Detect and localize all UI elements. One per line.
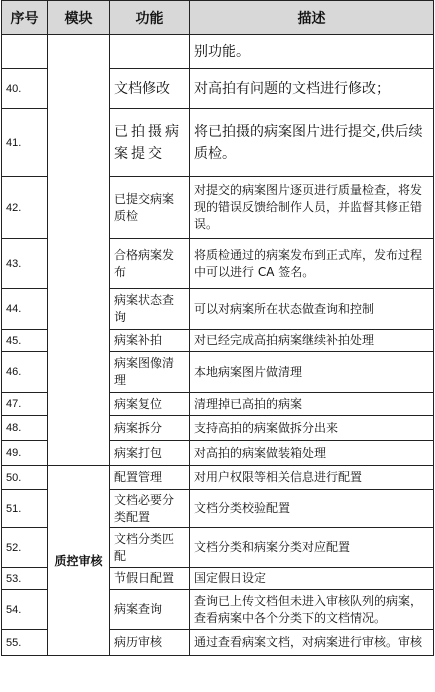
row-seq: 44. <box>2 289 48 330</box>
row-desc: 清理掉已高拍的病案 <box>190 393 434 416</box>
row-seq: 53. <box>2 568 48 590</box>
row-func: 已提交病案质检 <box>110 177 190 239</box>
row-seq: 45. <box>2 330 48 352</box>
row-desc: 将已拍摄的病案图片进行提交,供后续质检。 <box>190 109 434 177</box>
row-func: 病历审核 <box>110 630 190 656</box>
header-desc: 描述 <box>190 1 434 35</box>
row-func: 病案复位 <box>110 393 190 416</box>
row-func: 病案打包 <box>110 441 190 466</box>
row-seq: 40. <box>2 69 48 109</box>
row-desc: 国定假日设定 <box>190 568 434 590</box>
row-seq: 43. <box>2 239 48 289</box>
row-desc: 将质检通过的病案发布到正式库，发布过程中可以进行 CA 签名。 <box>190 239 434 289</box>
row-func: 合格病案发布 <box>110 239 190 289</box>
row-desc: 文档分类和病案分类对应配置 <box>190 528 434 568</box>
module-cell: 质控审核 <box>48 466 110 656</box>
row-seq: 51. <box>2 490 48 528</box>
table-row <box>2 466 434 490</box>
row-desc: 文档分类校验配置 <box>190 490 434 528</box>
table-row <box>2 35 434 69</box>
row-desc: 通过查看病案文档，对病案进行审核。审核 <box>190 630 434 656</box>
row-desc: 对用户权限等相关信息进行配置 <box>190 466 434 490</box>
row-func: 文档必要分类配置 <box>110 490 190 528</box>
row-seq: 50. <box>2 466 48 490</box>
row-seq: 48. <box>2 416 48 441</box>
row-seq: 42. <box>2 177 48 239</box>
header-seq: 序号 <box>2 1 48 35</box>
row-desc: 查询已上传文档但未进入审核队列的病案，查看病案中各个分类下的文档情况。 <box>190 590 434 630</box>
row-func: 节假日配置 <box>110 568 190 590</box>
row-seq: 52. <box>2 528 48 568</box>
header-module: 模块 <box>48 1 110 35</box>
row-func: 病案拆分 <box>110 416 190 441</box>
row-desc: 对已经完成高拍病案继续补拍处理 <box>190 330 434 352</box>
row-seq: 41. <box>2 109 48 177</box>
row-desc: 支持高拍的病案做拆分出来 <box>190 416 434 441</box>
header-func: 功能 <box>110 1 190 35</box>
row-desc: 别功能。 <box>190 35 434 69</box>
row-func: 已拍摄病案提交 <box>110 109 190 177</box>
row-seq: 47. <box>2 393 48 416</box>
row-seq: 49. <box>2 441 48 466</box>
row-desc: 可以对病案所在状态做查询和控制 <box>190 289 434 330</box>
row-seq: 46. <box>2 352 48 393</box>
row-desc: 对高拍有问题的文档进行修改； <box>190 69 434 109</box>
row-desc: 对高拍的病案做装箱处理 <box>190 441 434 466</box>
row-desc: 对提交的病案图片逐页进行质量检查，将发现的错误反馈给制作人员，并监督其修正错误。 <box>190 177 434 239</box>
row-func: 文档分类匹配 <box>110 528 190 568</box>
row-seq <box>2 35 48 69</box>
header-row <box>2 1 434 35</box>
row-func: 病案补拍 <box>110 330 190 352</box>
row-func: 文档修改 <box>110 69 190 109</box>
row-func: 病案查询 <box>110 590 190 630</box>
row-desc: 本地病案图片做清理 <box>190 352 434 393</box>
function-table <box>1 0 434 656</box>
row-seq: 54. <box>2 590 48 630</box>
module-cell-blank <box>48 35 110 466</box>
row-func: 病案状态查询 <box>110 289 190 330</box>
row-seq: 55. <box>2 630 48 656</box>
row-func: 病案图像清理 <box>110 352 190 393</box>
row-func: 配置管理 <box>110 466 190 490</box>
row-func <box>110 35 190 69</box>
